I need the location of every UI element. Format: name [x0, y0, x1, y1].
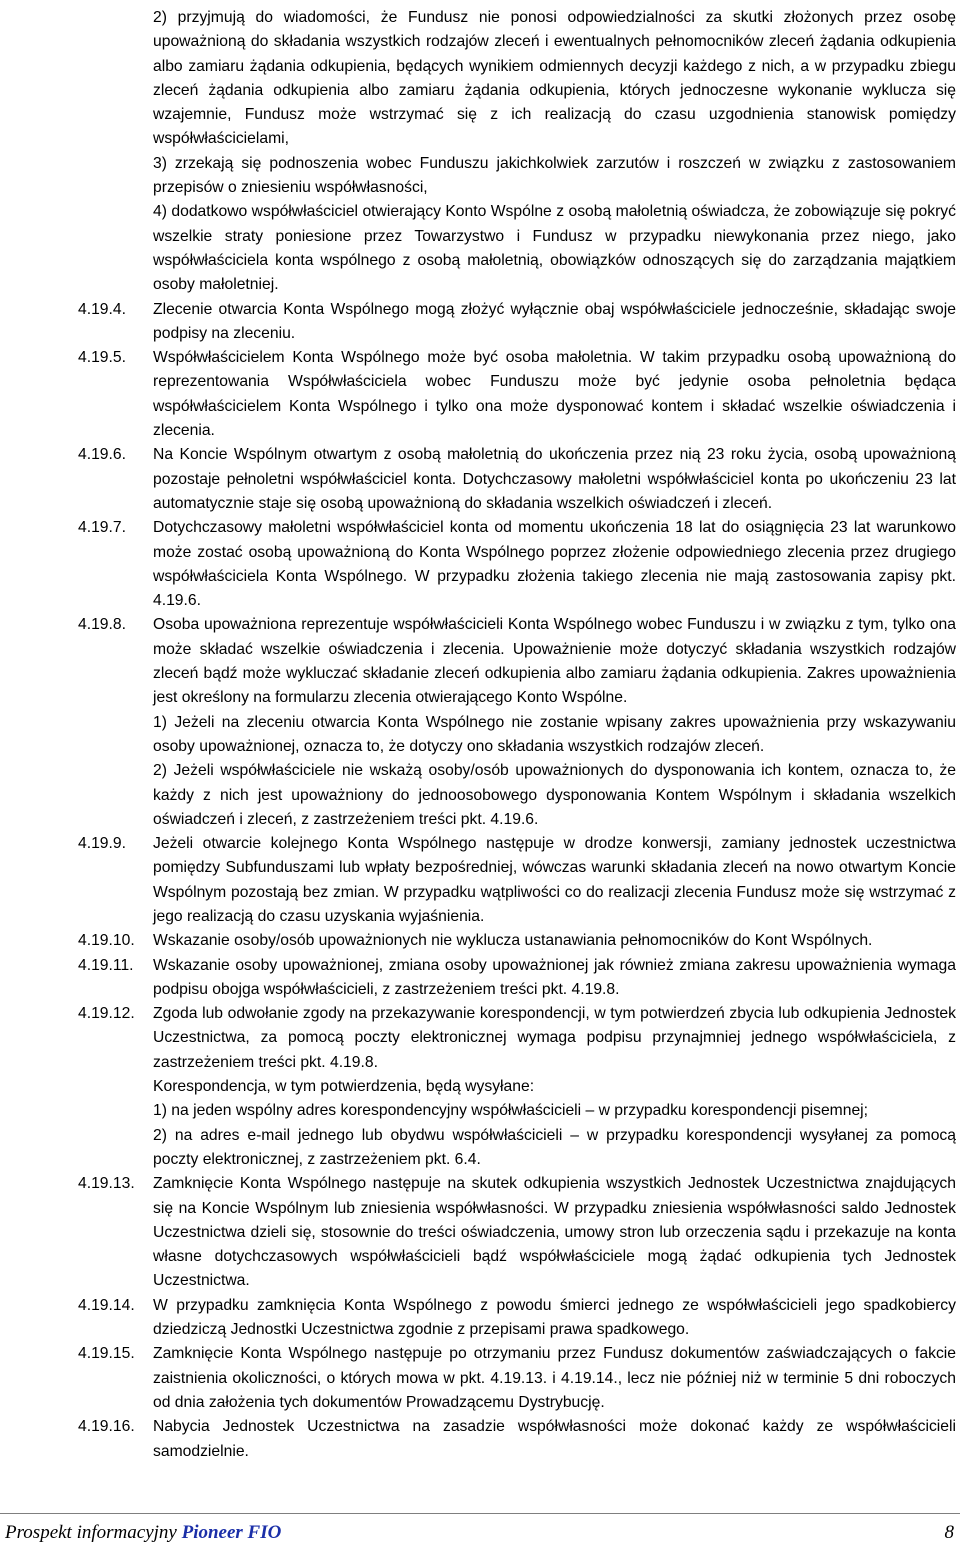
section-number: 4.19.8.	[78, 616, 126, 634]
list-item-text: 4) dodatkowo współwłaściciel otwierający Konto Wspólne z osobą małoletnią oświadcza, że zobowiązuje się pokryć wszelkie straty poniesione przez Towarzystwo i Fundusz w przypadku niewykonania przez niego, jako współwłaściciela konta wspólnego z osobą małoletnią, obowiązków odnoszących się do zarządzania majątkiem osoby małoletniej.	[153, 203, 956, 294]
section-subitem-2: 2) Jeżeli współwłaściciele nie wskażą osoby/osób upoważnionych do dysponowania ich kontem, oznacza to, że każdy z nich jest upoważniony do jednoosobowego dysponowania Kontem Wspólnym i składania wszelkich oświadczeń i zleceń, z zastrzeżeniem treści pkt. 4.19.6.	[153, 762, 956, 828]
section-4-19-12	[78, 1002, 956, 1172]
section-number: 4.19.16.	[78, 1418, 135, 1436]
section-text: Nabycia Jednostek Uczestnictwa na zasadzie współwłasności może dokonać każdy ze współwłaścicieli samodzielnie.	[153, 1418, 956, 1460]
section-4-19-9	[78, 832, 956, 929]
section-text: Współwłaścicielem Konta Wspólnego może być osoba małoletnia. W takim przypadku osobą upoważnioną do reprezentowania Współwłaściciela wobec Funduszu może być jedynie osoba pełnoletnia będąca współwłaścicielem Konta Wspólnego i tylko ona może dysponować kontem i składać wszelkie oświadczenia i zlecenia.	[153, 349, 956, 440]
footer-prefix: Prospekt informacyjny	[5, 1522, 182, 1543]
section-number: 4.19.13.	[78, 1175, 135, 1193]
footer-rule	[0, 1513, 960, 1514]
section-text: Na Koncie Wspólnym otwartym z osobą małoletnią do ukończenia przez nią 23 roku życia, osobą upoważnioną pozostaje pełnoletni współwłaściciel konta. Dotychczasowy małoletni współwłaściciel konta po ukończeniu 23 lat automatycznie staje się osobą upoważnioną do składania wszelkich oświadczeń i zleceń.	[153, 446, 956, 512]
list-item-3	[78, 152, 956, 201]
section-text: Korespondencja, w tym potwierdzenia, będą wysyłane:	[153, 1078, 535, 1096]
section-subitem-1: 1) na jeden wspólny adres korespondencyjny współwłaścicieli – w przypadku korespondencji pisemnej;	[153, 1102, 869, 1120]
section-text: Zamknięcie Konta Wspólnego następuje na skutek odkupienia wszystkich Jednostek Uczestnictwa znajdujących się na Koncie Wspólnym lub zniesienia współwłasności. W przypadku zniesienia współwłasności saldo Jednostek Uczestnictwa dzieli się, stosownie do treści oświadczenia, umowy stron lub orzeczenia sądu i przekazuje na konta własne dotychczasowych współwłaścicieli bądź współwłaściciele mogą żądać odkupienia tych Jednostek Uczestnictwa.	[153, 1175, 956, 1290]
section-4-19-14	[78, 1294, 956, 1343]
section-text: Dotychczasowy małoletni współwłaściciel konta od momentu ukończenia 18 lat do osiągnięcia 23 lat warunkowo może zostać osobą upoważnioną do Konta Wspólnego poprzez złożenie odpowiedniego zlecenia przez drugiego współwłaściciela Konta Wspólnego. W przypadku złożenia takiego zlecenia nie mają zastosowania zapisy pkt. 4.19.6.	[153, 519, 956, 610]
section-number: 4.19.12.	[78, 1005, 135, 1023]
section-number: 4.19.9.	[78, 835, 126, 853]
page-footer	[0, 1513, 960, 1545]
section-text: Zlecenie otwarcia Konta Wspólnego mogą złożyć wyłącznie obaj współwłaściciele jednocześnie, składając swoje podpisy na zleceniu.	[153, 300, 956, 342]
section-number: 4.19.5.	[78, 349, 126, 367]
section-4-19-7	[78, 516, 956, 613]
section-number: 4.19.6.	[78, 446, 126, 464]
section-number: 4.19.14.	[78, 1296, 135, 1314]
section-number: 4.19.10.	[78, 932, 135, 950]
section-text: Jeżeli otwarcie kolejnego Konta Wspólnego następuje w drodze konwersji, zamiany jednostek uczestnictwa pomiędzy Subfunduszami lub wpłaty bezpośredniej, wówczas warunki składania zleceń na nowo otwartym Koncie Wspólnym pozostają bez zmian. W przypadku wątpliwości co do realizacji zlecenia Fundusz może się wstrzymać z jego realizacją do czasu uzyskania wyjaśnienia.	[153, 835, 956, 925]
section-4-19-11	[78, 954, 956, 1003]
section-text: Zamknięcie Konta Wspólnego następuje po otrzymaniu przez Fundusz dokumentów zaświadczających o fakcie zaistnienia okoliczności, o których mowa w pkt. 4.19.13. i 4.19.14., lecz nie później niż w terminie 5 dni roboczych od dnia założenia tych dokumentów Prowadzącemu Dystrybucję.	[153, 1345, 956, 1411]
section-4-19-6	[78, 443, 956, 516]
section-number: 4.19.4.	[78, 300, 126, 318]
list-item-4	[78, 200, 956, 297]
list-item-2	[78, 6, 956, 152]
section-subitem-2: 2) na adres e-mail jednego lub obydwu współwłaścicieli – w przypadku korespondencji wysyłanej za pomocą poczty elektronicznej, z zastrzeżeniem pkt. 6.4.	[153, 1126, 956, 1168]
section-4-19-8	[78, 613, 956, 832]
section-4-19-16	[78, 1415, 956, 1464]
section-4-19-13	[78, 1172, 956, 1293]
section-number: 4.19.15.	[78, 1345, 135, 1363]
section-text: W przypadku zamknięcia Konta Wspólnego z powodu śmierci jednego ze współwłaścicieli jego spadkobiercy dziedziczą Jednostki Uczestnictwa zgodnie z przepisami prawa spadkowego.	[153, 1296, 956, 1339]
section-text: Osoba upoważniona reprezentuje współwłaścicieli Konta Wspólnego wobec Funduszu i w związku z tym, tylko ona może składać wszelkie oświadczenia i zlecenia. Upoważnienie może dotyczyć składania wszystkich rodzajów zleceń bądź może wykluczać składanie zleceń odkupienia albo zamiaru żądania odkupienia. Zakres upoważnienia jest określony na formularzu zlecenia otwierającego Konto Wspólne.	[153, 616, 956, 707]
list-item-text: 3) zrzekają się podnoszenia wobec Funduszu jakichkolwiek zarzutów i roszczeń w związku z zastosowaniem przepisów o zniesieniu współwłasności,	[153, 154, 956, 197]
section-4-19-4	[78, 298, 956, 347]
section-number: 4.19.7.	[78, 519, 126, 537]
section-4-19-10	[78, 929, 956, 953]
section-subitem-1: 1) Jeżeli na zleceniu otwarcia Konta Wspólnego nie zostanie wpisany zakres upoważnienia przy wskazywaniu osoby upoważnionej, oznacza to, że dotyczy ono składania wszystkich rodzajów zleceń.	[153, 713, 956, 755]
footer-title	[5, 1522, 281, 1544]
section-text: Wskazanie osoby upoważnionej, zmiana osoby upoważnionej jak również zmiana zakresu upoważnienia wymaga podpisu obojga współwłaścicieli, z zastrzeżeniem treści pkt. 4.19.8.	[153, 956, 956, 998]
list-item-text: 2) przyjmują do wiadomości, że Fundusz nie ponosi odpowiedzialności za skutki złożonych przez osobę upoważnioną do składania wszystkich rodzajów zleceń i ewentualnych pełnomocników zleceń żądania odkupienia albo zamiaru żądania odkupienia, będących wynikiem odmiennych decyzji każdego z nich, a w przypadku zbiegu zleceń żądania odkupienia albo zamiaru żądania odkupienia, których jednoczesne wykonanie wyklucza się wzajemnie, Fundusz może wstrzymać się z ich realizacją do czasu uzgodnienia stanowisk pomiędzy współwłaścicielami,	[153, 9, 956, 148]
section-4-19-5	[78, 346, 956, 443]
document-body	[78, 6, 956, 1464]
section-number: 4.19.11.	[78, 956, 134, 974]
footer-brand: Pioneer FIO	[181, 1522, 282, 1543]
section-text: Zgoda lub odwołanie zgody na przekazywanie korespondencji, w tym potwierdzeń zbycia lub odkupienia Jednostek Uczestnictwa, za pomocą poczty elektronicznej wymaga podpisu przynajmniej jednego współwłaściciela, z zastrzeżeniem treści pkt. 4.19.8.	[153, 1005, 956, 1071]
section-text: Wskazanie osoby/osób upoważnionych nie wyklucza ustanawiania pełnomocników do Kont Wspólnych.	[153, 932, 873, 950]
page-number: 8	[944, 1522, 954, 1543]
section-4-19-15	[78, 1342, 956, 1415]
